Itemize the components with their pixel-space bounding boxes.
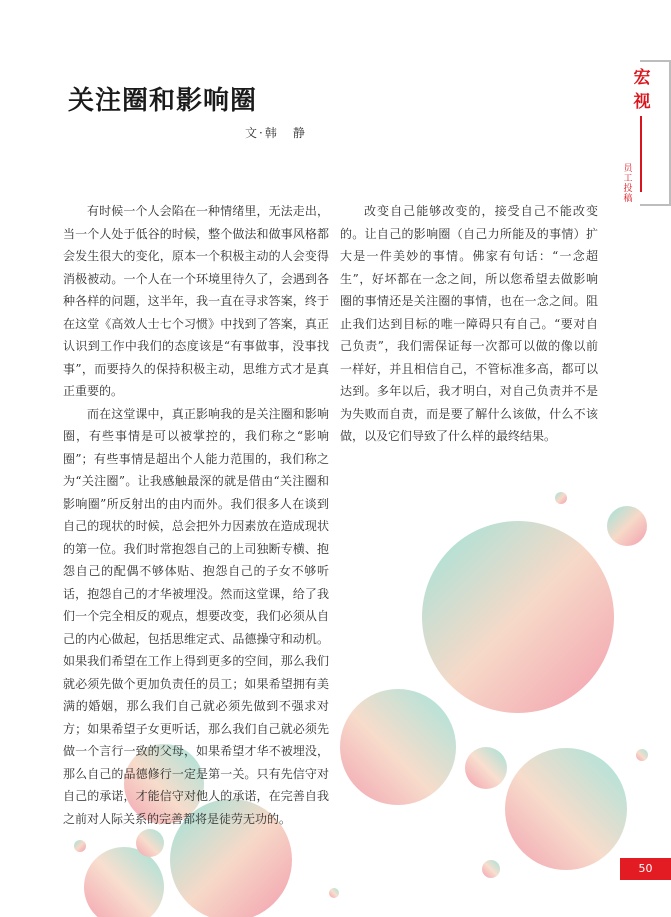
paragraph: 而在这堂课中，真正影响我的是关注圈和影响圈，有些事情是可以被掌控的，我们称之“影响圈”；有些事情是超出个人能力范围的，我们称之为“关注圈”。让我感触最深的就是借由“关注圈和影响圈”所反射出的由内而外。我们很多人在谈到自己的现状的时候，总会把外力因素放在造成现状的第一位。我们时常抱怨自己的上司独断专横、抱怨自己的配偶不够体贴、抱怨自己的子女不够听话，抱怨自己的才华被埋没。然而这堂课，给了我们一个完全相反的观点，想要改变，我们必须从自己的内心做起，包括思维定式、品德操守和动机。如果我们希望在工作上得到更多的空间，那么我们就必须先做个更加负责任的员工；如果希望拥有美满的婚姻，那么我们自己就必须先做到不强求对方；如果希望子女更听话，那么我们自己就必须先做一个言行一致的父母，如果希望才华不被埋没，那么自己的品德修行一定是第一关。只有先信守对自己的承诺，才能信守对他人的承诺，在完善自我之前对人际关系的完善都将是徒劳无功的。	[63, 406, 329, 826]
bubble	[340, 689, 456, 805]
section-title: 宏视	[633, 68, 651, 112]
bubble	[84, 847, 164, 917]
bubble	[636, 749, 648, 761]
article-author: 文·韩 静	[245, 126, 307, 140]
tab-accent-line	[640, 116, 642, 192]
bubble	[505, 748, 627, 870]
bubble	[607, 506, 647, 546]
bubble	[482, 860, 500, 878]
bubble	[422, 521, 614, 713]
left-column	[63, 200, 329, 830]
paragraph: 有时候一个人会陷在一种情绪里，无法走出，当一个人处于低谷的时候，整个做法和做事风格都会发生很大的变化，原本一个积极主动的人会变得消极被动。一个人在一个环境里待久了，会遇到各种各样的问题，这半年，我一直在寻求答案，终于在这堂《高效人士七个习惯》中找到了答案，真正认识到工作中我们的态度该是“有事做事，没事找事”，而要持久的保持积极主动，思维方式才是真正重要的。	[63, 204, 329, 398]
right-column	[340, 200, 598, 448]
section-tab	[612, 60, 671, 206]
paragraph: 改变自己能够改变的，接受自己不能改变的。让自己的影响圈（自己力所能及的事情）扩大是一件美妙的事情。佛家有句话：“一念超生”，好坏都在一念之间，所以您希望去做影响圈的事情还是关注圈的事情，也在一念之间。阻止我们达到目标的唯一障碍只有自己。“要对自己负责”，我们需保证每一次都可以做的像以前一样好，并且相信自己，不管标准多高，都可以达到。多年以后，我才明白，对自己负责并不是为失败而自责，而是要了解什么该做，什么不该做，以及它们导致了什么样的最终结果。	[340, 204, 598, 443]
tab-border-top	[640, 60, 671, 62]
tab-border-bottom	[640, 204, 671, 206]
bubble	[555, 492, 567, 504]
bubble	[74, 840, 86, 852]
article-title: 关注圈和影响圈	[68, 86, 258, 116]
page-number: 50	[620, 858, 671, 880]
bubble	[465, 747, 507, 789]
section-subtitle: 员工投稿	[623, 164, 633, 204]
bubble	[329, 888, 339, 898]
bubble	[136, 829, 164, 857]
